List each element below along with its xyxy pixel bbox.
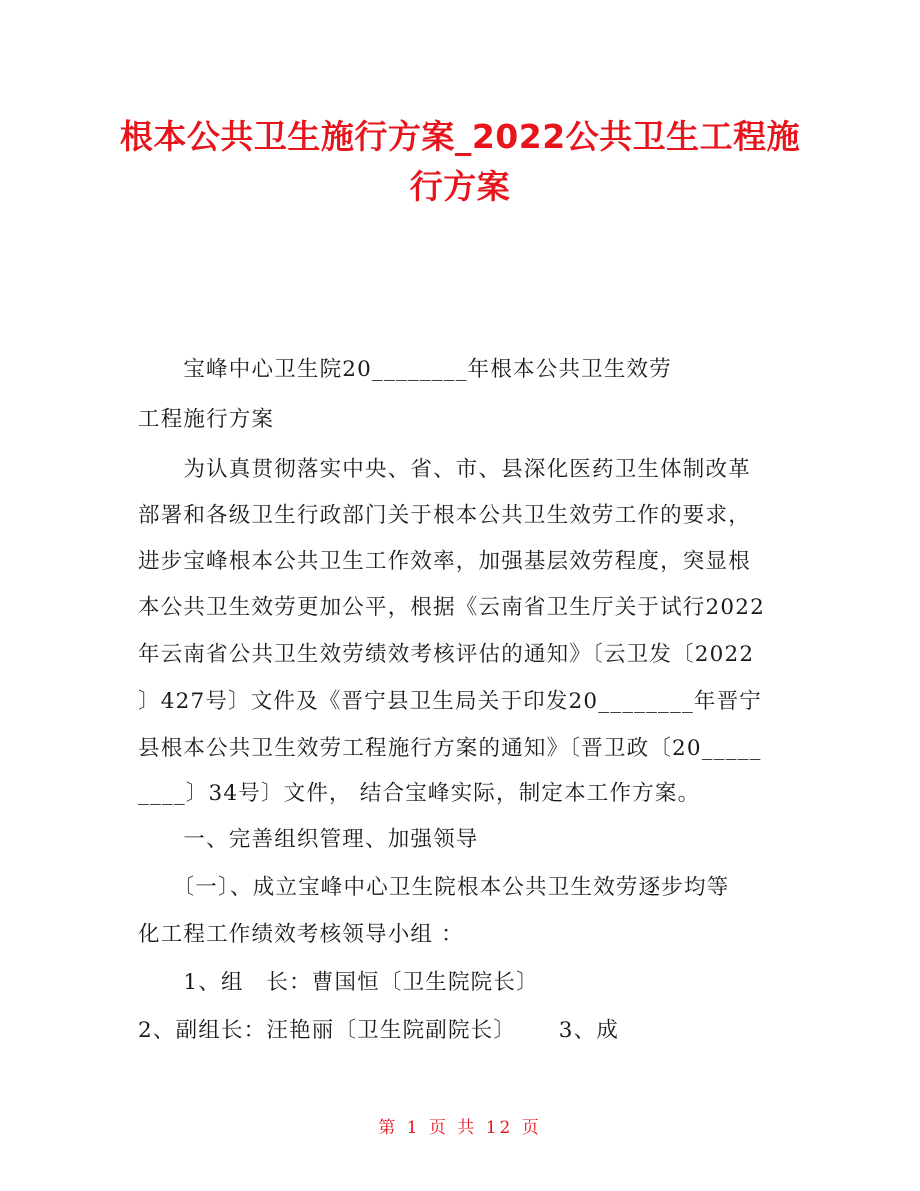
- paragraph-line: ____〕34号〕文件， 结合宝峰实际，制定本工作方案。: [138, 781, 701, 806]
- paragraph-line: 进步宝峰根本公共卫生工作效率，加强基层效劳程度，突显根: [138, 549, 751, 574]
- section-heading: 一、完善组织管理、加强领导: [138, 827, 479, 852]
- title-line-2: 行方案: [409, 167, 511, 206]
- paragraph-line: 〕427号〕文件及《晋宁县卫生局关于印发20________年晋宁: [138, 689, 762, 714]
- paragraph-line: 宝峰中心卫生院20________年根本公共卫生效劳: [138, 357, 672, 382]
- paragraph-line: 县根本公共卫生效劳工程施行方案的通知》〔晋卫政〔20_____: [138, 736, 762, 761]
- paragraph-line: 为认真贯彻落实中央、省、市、县深化医药卫生体制改革: [138, 457, 751, 482]
- paragraph-line: 化工程工作绩效考核领导小组 ：: [138, 922, 464, 947]
- paragraph-line: 年云南省公共卫生效劳绩效考核评估的通知》〔云卫发〔2022: [138, 642, 755, 667]
- paragraph-line: 部署和各级卫生行政部门关于根本公共卫生效劳工作的要求，: [138, 503, 751, 528]
- title-line-1: 根本公共卫生施行方案_2022公共卫生工程施: [119, 117, 801, 156]
- page-number: 第 1 页 共 12 页: [378, 1118, 542, 1138]
- paragraph-line: 2、副组长：汪艳丽〔卫生院副院长〕 3、成: [138, 1018, 620, 1043]
- document-title: [100, 112, 820, 212]
- paragraph-line: 〔一〕、成立宝峰中心卫生院根本公共卫生效劳逐步均等: [138, 875, 730, 900]
- paragraph-line: 1、组 长：曹国恒〔卫生院院长〕: [138, 970, 539, 995]
- paragraph-line: 工程施行方案: [138, 407, 275, 432]
- paragraph-line: 本公共卫生效劳更加公平，根据《云南省卫生厅关于试行2022: [138, 595, 766, 620]
